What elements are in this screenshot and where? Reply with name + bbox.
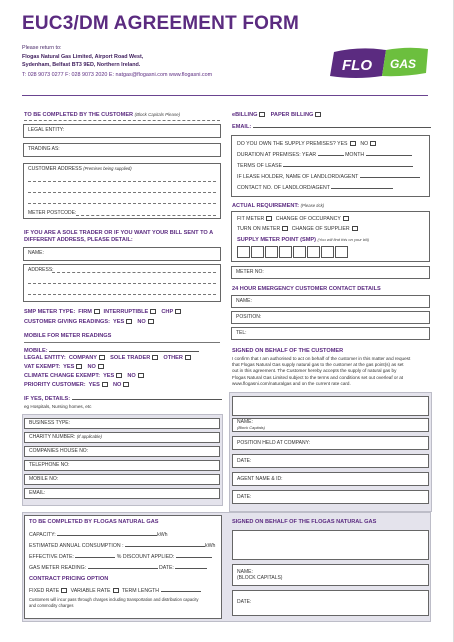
email-field[interactable]: EMAIL: xyxy=(24,488,220,499)
landlord-contact-row: CONTACT NO. OF LANDLORD/AGENT xyxy=(237,184,393,191)
mobile-no-field[interactable]: MOBILE NO: xyxy=(24,474,220,485)
flogas-date-field[interactable]: DATE: xyxy=(232,590,429,616)
landlord-contact-input[interactable] xyxy=(331,184,393,189)
requirement-row-2: TURN ON METER CHANGE OF SUPPLIER xyxy=(237,226,360,232)
interruptible-checkbox[interactable] xyxy=(150,309,156,314)
term-length-input[interactable] xyxy=(161,587,201,592)
fit-meter-checkbox[interactable] xyxy=(266,216,272,221)
mobile-input[interactable] xyxy=(49,347,199,352)
agent-name-field[interactable]: AGENT NAME & ID: xyxy=(232,472,429,486)
smp-digit-box[interactable] xyxy=(265,246,278,258)
logo-gas-text: GAS xyxy=(390,57,417,71)
smp-digit-box[interactable] xyxy=(335,246,348,258)
smp-digit-box[interactable] xyxy=(251,246,264,258)
effective-date-row: EFFECTIVE DATE: % DISCOUNT APPLIED: xyxy=(29,553,212,560)
duration-row: DURATION AT PREMISES: YEAR MONTH xyxy=(237,151,412,158)
meter-postcode-label: METER POSTCODE: xyxy=(28,210,77,216)
vat-yes-checkbox[interactable] xyxy=(76,364,82,369)
contact-line: T: 028 9073 0277 F: 028 9073 2020 E: natgas@flogasni.com www.flogasni.com xyxy=(22,72,213,78)
discount-input[interactable] xyxy=(176,553,212,558)
agent-date-field[interactable]: DATE: xyxy=(232,490,429,504)
flogas-details-box xyxy=(24,515,222,619)
position-held-field[interactable]: POSITION HELD AT COMPANY: xyxy=(232,436,429,450)
meter-reading-row: GAS METER READING: DATE: xyxy=(29,564,207,571)
charity-number-field[interactable]: CHARITY NUMBER: (If applicable) xyxy=(24,432,220,443)
lease-terms-row: TERMS OF LEASE xyxy=(237,162,413,169)
premises-box xyxy=(231,135,430,197)
mobile-row: MOBILE: xyxy=(24,347,199,354)
priority-details-input[interactable] xyxy=(72,395,222,400)
flogas-logo xyxy=(330,46,430,80)
mobile-meter-heading: MOBILE FOR METER READINGS xyxy=(24,333,112,339)
meter-reading-date-input[interactable] xyxy=(175,564,207,569)
customer-address-field[interactable]: CUSTOMER ADDRESS (Premises being supplied) METER POSTCODE: xyxy=(23,163,221,219)
company-line: Flogas Natural Gas Limited, Airport Road West, xyxy=(22,54,144,60)
meter-reading-input[interactable] xyxy=(88,564,158,569)
sole-trader-name-field[interactable]: NAME: xyxy=(23,247,221,261)
pricing-options-row: FIXED RATE VARIABLE RATE TERM LENGTH xyxy=(29,587,201,594)
authorisation-text: I confirm that I am authorised to act on behalf of the customer in this matter and request that Flogas Natural Gas supply natural gas to the customer at the gas point(s) as set out in this agreement. The Customer hereby accepts the supply of natural gas by Flogas Natural Gas Limited subject to the terms and conditions set out overleaf or at www.flogasni.com/naturalgas and on the current rate card. xyxy=(232,356,411,386)
ebilling-checkbox[interactable] xyxy=(259,112,265,117)
company-checkbox[interactable] xyxy=(99,355,105,360)
form-title: EUC3/DM AGREEMENT FORM xyxy=(22,13,300,34)
return-to-label: Please return to: xyxy=(22,45,62,51)
address-line: Sydenham, Belfast BT3 9ED, Northern Ireland. xyxy=(22,62,141,68)
priority-yes-checkbox[interactable] xyxy=(102,382,108,387)
change-occupancy-checkbox[interactable] xyxy=(343,216,349,221)
smp-heading: SUPPLY METER POINT (SMP) (You will find this on your bill) xyxy=(237,237,370,243)
emergency-heading: 24 HOUR EMERGENCY CUSTOMER CONTACT DETAILS xyxy=(232,286,381,292)
fixed-rate-checkbox[interactable] xyxy=(61,588,67,593)
telephone-field[interactable]: TELEPHONE NO: xyxy=(24,460,220,471)
firm-checkbox[interactable] xyxy=(94,309,100,314)
other-checkbox[interactable] xyxy=(185,355,191,360)
own-yes-checkbox[interactable] xyxy=(350,141,356,146)
requirement-box xyxy=(231,211,430,262)
capacity-row: CAPACITY: kWh xyxy=(29,532,168,538)
business-type-field[interactable]: BUSINESS TYPE: xyxy=(24,418,220,429)
own-no-checkbox[interactable] xyxy=(370,141,376,146)
own-premises-row: DO YOU OWN THE SUPPLY PREMISES? YES NO xyxy=(237,141,378,147)
vat-no-checkbox[interactable] xyxy=(98,364,104,369)
effective-date-input[interactable] xyxy=(75,553,115,558)
lease-terms-input[interactable] xyxy=(283,162,413,167)
turn-on-meter-checkbox[interactable] xyxy=(282,226,288,231)
paper-billing-checkbox[interactable] xyxy=(315,112,321,117)
signed-flogas-heading: SIGNED ON BEHALF OF THE FLOGAS NATURAL GAS xyxy=(232,519,377,525)
readings-no-checkbox[interactable] xyxy=(148,319,154,324)
smp-meter-type-row: SMP METER TYPE: FIRM INTERRUPTIBLE CHP xyxy=(24,309,183,315)
billing-email-row: EMAIL: xyxy=(232,123,431,130)
consumption-input[interactable] xyxy=(125,542,205,547)
flogas-name-field[interactable]: NAME: (BLOCK CAPITALS) xyxy=(232,564,429,586)
legal-entity-field[interactable]: LEGAL ENTITY: xyxy=(23,124,221,138)
pass-through-note: Customers will incur pass through charges including transportation and distribution capacity and commodity charges xyxy=(29,597,199,608)
customer-date-field[interactable]: DATE: xyxy=(232,454,429,468)
vat-exempt-row: VAT EXEMPT: YES NO xyxy=(24,364,106,370)
billing-row: eBILLING PAPER BILLING xyxy=(232,112,323,118)
signatory-name-field[interactable]: NAME: (Block Capitals) xyxy=(232,418,429,432)
signature-area[interactable] xyxy=(232,396,429,416)
climate-yes-checkbox[interactable] xyxy=(116,373,122,378)
capacity-input[interactable] xyxy=(57,531,157,536)
priority-no-checkbox[interactable] xyxy=(123,382,129,387)
priority-example: eg Hospitals, Nursing homes, etc xyxy=(24,404,92,409)
consumption-row: ESTIMATED ANNUAL CONSUMPTION : kWh xyxy=(29,543,216,549)
billing-email-input[interactable] xyxy=(253,123,431,128)
signed-customer-heading: SIGNED ON BEHALF OF THE CUSTOMER xyxy=(232,348,344,354)
duration-month-input[interactable] xyxy=(366,151,412,156)
flogas-heading: TO BE COMPLETED BY FLOGAS NATURAL GAS xyxy=(29,519,159,525)
change-supplier-checkbox[interactable] xyxy=(352,226,358,231)
sole-trader-heading-2: DIFFERENT ADDRESS, PLEASE DETAIL: xyxy=(24,237,133,243)
if-yes-row: IF YES, DETAILS: xyxy=(24,395,222,402)
requirement-row-1: FIT METER CHANGE OF OCCUPANCY xyxy=(237,216,351,222)
smp-digit-box[interactable] xyxy=(279,246,292,258)
sole-trader-heading-1: IF YOU ARE A SOLE TRADER OR IF YOU WANT YOUR BILL SENT TO A xyxy=(24,230,214,236)
pricing-heading: CONTRACT PRICING OPTION xyxy=(29,576,109,582)
legal-entity-row: LEGAL ENTITY: COMPANY SOLE TRADER OTHER xyxy=(24,355,193,361)
priority-customer-row: PRIORITY CUSTOMER: YES NO xyxy=(24,382,131,388)
smp-digit-box[interactable] xyxy=(237,246,250,258)
sole-trader-address-field[interactable]: ADDRESS: xyxy=(23,264,221,302)
variable-rate-checkbox[interactable] xyxy=(113,588,119,593)
meter-no-field[interactable]: METER NO: xyxy=(231,266,430,279)
companies-house-field[interactable]: COMPANIES HOUSE NO: xyxy=(24,446,220,457)
actual-requirement-heading: ACTUAL REQUIREMENT: (Please tick) xyxy=(232,203,325,209)
flogas-signature-area[interactable] xyxy=(232,530,429,560)
emergency-tel-field[interactable]: TEL: xyxy=(231,327,430,340)
duration-year-input[interactable] xyxy=(318,151,344,156)
customer-readings-row: CUSTOMER GIVING READINGS: YES NO xyxy=(24,319,156,325)
smp-digit-box[interactable] xyxy=(293,246,306,258)
header-divider xyxy=(22,95,428,96)
trading-as-field[interactable]: TRADING AS: xyxy=(23,143,221,157)
emergency-position-field[interactable]: POSITION: xyxy=(231,311,430,324)
customer-heading: TO BE COMPLETED BY THE CUSTOMER (Block Capitals Please) xyxy=(24,112,181,118)
sole-trader-checkbox[interactable] xyxy=(152,355,158,360)
climate-change-row: CLIMATE CHANGE EXEMPT: YES NO xyxy=(24,373,146,379)
emergency-name-field[interactable]: NAME: xyxy=(231,295,430,308)
smp-digit-box[interactable] xyxy=(321,246,334,258)
landlord-name-input[interactable] xyxy=(360,173,420,178)
chp-checkbox[interactable] xyxy=(175,309,181,314)
landlord-name-row: IF LEASE HOLDER, NAME OF LANDLORD/AGENT xyxy=(237,173,420,180)
smp-digit-box[interactable] xyxy=(307,246,320,258)
climate-no-checkbox[interactable] xyxy=(138,373,144,378)
logo-flo-text: FLO xyxy=(342,57,372,74)
readings-yes-checkbox[interactable] xyxy=(126,319,132,324)
